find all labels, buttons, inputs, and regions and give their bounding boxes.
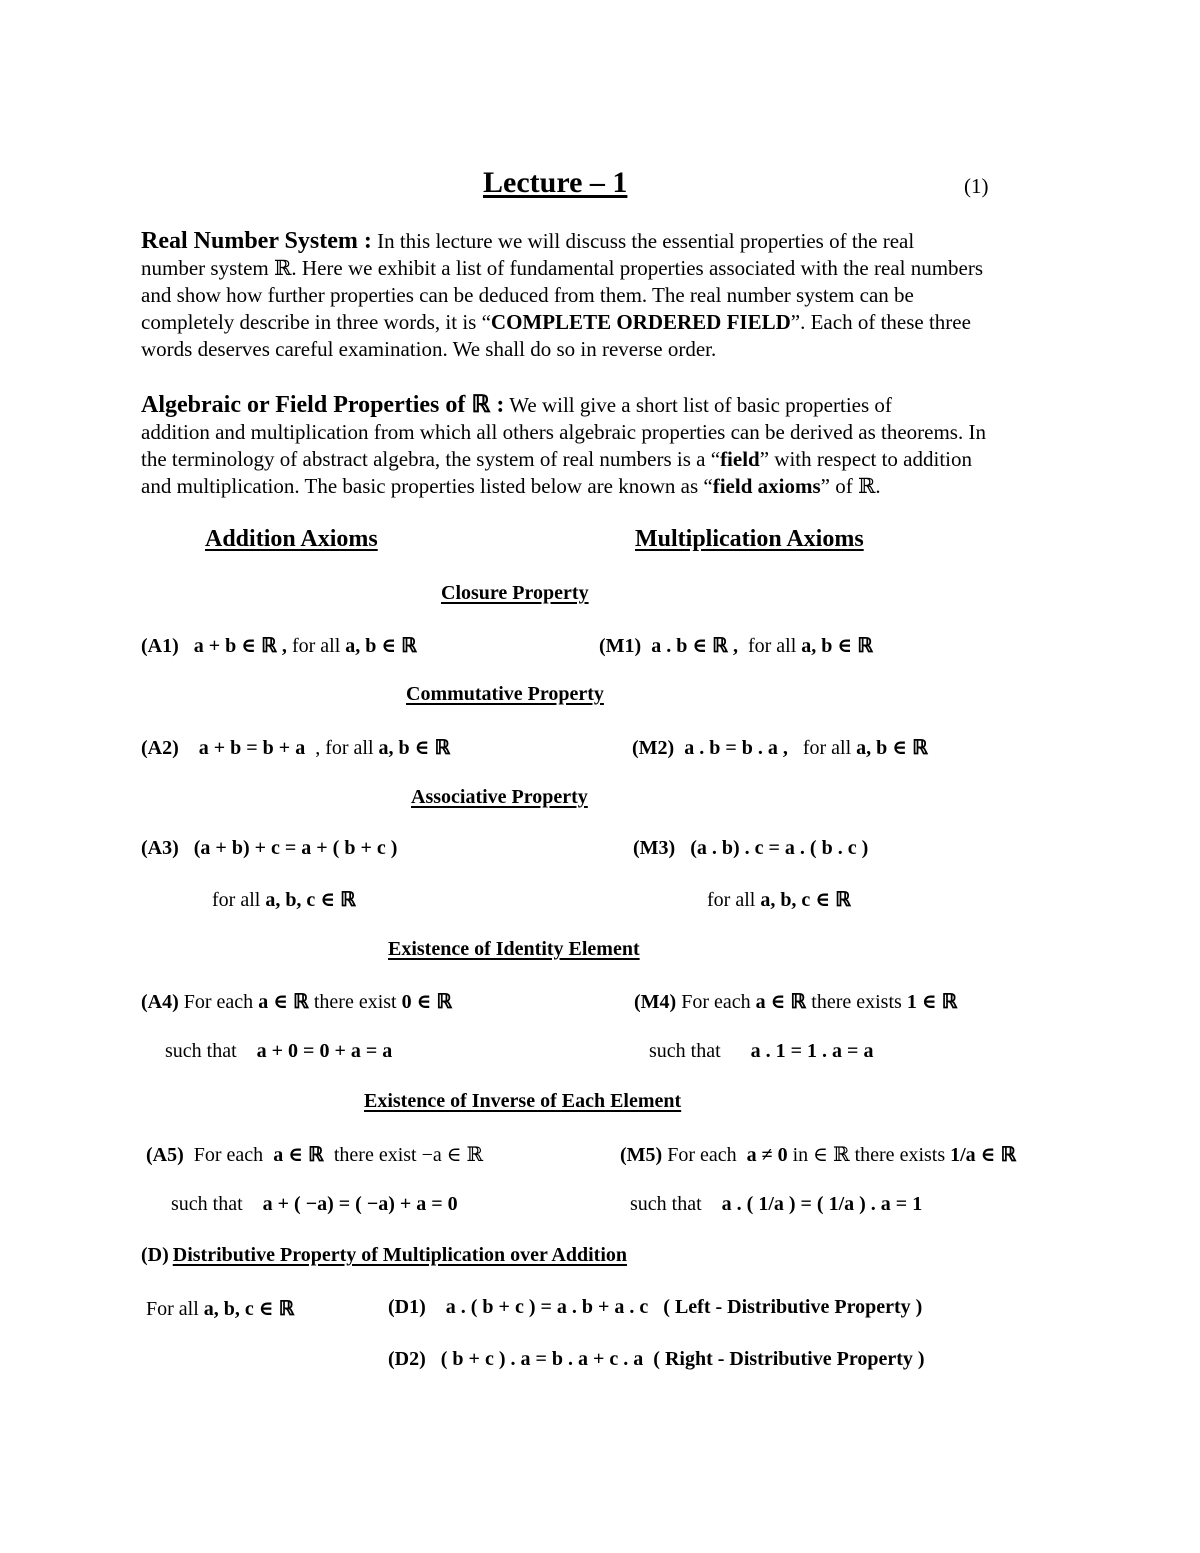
d-vars: a, b, c ∈ ℝ: [203, 1298, 295, 1320]
a4-such: such that: [165, 1040, 237, 1062]
intro-line-5: words deserves careful examination. We shall do so in reverse order.: [141, 337, 717, 361]
a4-b1: a ∈ ℝ: [258, 991, 309, 1013]
distributive-title: Distributive Property of Multiplication over Addition: [172, 1244, 628, 1266]
m3-for: for all: [707, 889, 756, 911]
a3-for: for all: [212, 889, 261, 911]
a3-expr: (a + b) + c = a + ( b + c ): [193, 837, 398, 859]
axiom-a2: [141, 735, 450, 760]
m5-such: such that: [630, 1193, 702, 1215]
m1-expr: a . b ∈ ℝ ,: [651, 635, 738, 657]
closure-title: Closure Property: [441, 582, 589, 604]
a2-label: (A2): [141, 737, 179, 759]
inverse-title: Existence of Inverse of Each Element: [364, 1090, 682, 1112]
m2-for: for all: [802, 737, 852, 759]
axiom-a4: [141, 989, 452, 1014]
m4-b1: a ∈ ℝ: [755, 991, 807, 1013]
intro-line-4: completely describe in three words, it is “: [141, 310, 491, 334]
intro-line-1: In this lecture we will discuss the essential properties of the real: [377, 229, 915, 253]
m3-expr: (a . b) . c = a . ( b . c ): [690, 837, 869, 859]
a3-vars: a, b, c ∈ ℝ: [265, 889, 356, 911]
m4-text2: there exists: [811, 991, 902, 1013]
axiom-d1: [388, 1296, 922, 1319]
a4-text2: there exist: [313, 991, 397, 1013]
distributive-heading: [141, 1244, 627, 1267]
d2-expr: ( b + c ) . a = b . a + c . a: [440, 1348, 644, 1370]
addition-axioms-heading: Addition Axioms: [205, 526, 378, 552]
m4-label: (M4): [634, 991, 677, 1013]
a5-text1: For each: [193, 1144, 264, 1166]
axiom-a3-forall: [212, 887, 356, 912]
axiom-m3-forall: [707, 887, 851, 912]
a5-text2: there exist −a ∈ ℝ: [333, 1144, 484, 1166]
field-word: field: [720, 447, 760, 471]
axiom-a5: [146, 1142, 483, 1167]
axiom-m5: [620, 1142, 1016, 1167]
axiom-a3: [141, 837, 397, 860]
field-heading: Algebraic or Field Properties of ℝ :: [141, 392, 505, 418]
m5-text1: For each: [667, 1144, 737, 1166]
field-axioms-word: field axioms: [712, 474, 821, 498]
m5-label: (M5): [620, 1144, 663, 1166]
d2-label: (D2): [388, 1348, 426, 1370]
m1-vars: a, b ∈ ℝ: [801, 635, 874, 657]
field-line-3a: the terminology of abstract algebra, the system of real numbers is a “: [141, 447, 721, 471]
a1-label: (A1): [141, 635, 179, 657]
m2-vars: a, b ∈ ℝ: [856, 737, 928, 759]
d-for: For all: [146, 1298, 199, 1320]
axiom-a5-such: [171, 1193, 458, 1216]
m3-vars: a, b, c ∈ ℝ: [760, 889, 851, 911]
field-line-1: We will give a short list of basic properties of: [509, 393, 892, 417]
field-line-3c: ” with respect to addition: [759, 447, 973, 471]
d1-note: ( Left - Distributive Property ): [663, 1296, 923, 1318]
m1-for: for all: [747, 635, 797, 657]
m5-b2: 1/a ∈ ℝ: [950, 1144, 1017, 1166]
axiom-m1: [599, 633, 873, 658]
intro-emphasis: COMPLETE ORDERED FIELD: [490, 310, 791, 334]
axiom-m4: [634, 989, 957, 1014]
intro-line-3: and show how further properties can be deduced from them. The real number system can be: [141, 283, 914, 307]
intro-line-4-end: ”. Each of these three: [790, 310, 971, 334]
a4-eq: a + 0 = 0 + a = a: [256, 1040, 393, 1062]
d2-note: ( Right - Distributive Property ): [653, 1348, 925, 1370]
axiom-m4-such: [649, 1040, 873, 1063]
d1-label: (D1): [388, 1296, 426, 1318]
m5-b1: a ≠ 0: [746, 1144, 788, 1166]
a4-text1: For each: [183, 991, 254, 1013]
commutative-title: Commutative Property: [406, 683, 604, 705]
a5-b1: a ∈ ℝ: [273, 1144, 324, 1166]
a5-eq: a + ( −a) = ( −a) + a = 0: [262, 1193, 458, 1215]
axiom-a4-such: [165, 1040, 392, 1063]
d1-expr: a . ( b + c ) = a . b + a . c: [445, 1296, 649, 1318]
page-number: (1): [964, 174, 989, 198]
field-paragraph: [141, 392, 1091, 500]
m1-label: (M1): [599, 635, 642, 657]
a4-b2: 0 ∈ ℝ: [401, 991, 453, 1013]
m4-b2: 1 ∈ ℝ: [906, 991, 958, 1013]
m4-text1: For each: [681, 991, 751, 1013]
intro-paragraph: [141, 228, 1091, 363]
axiom-d2: [388, 1348, 925, 1371]
axiom-a1: [141, 633, 417, 658]
distributive-forall: [146, 1296, 294, 1321]
field-line-4c: ” of ℝ.: [820, 474, 881, 498]
axiom-m2: [632, 735, 928, 760]
distributive-label: (D): [141, 1244, 169, 1266]
a3-label: (A3): [141, 837, 179, 859]
page-title: Lecture – 1: [483, 166, 628, 199]
a1-expr: a + b ∈ ℝ ,: [193, 635, 287, 657]
m5-text2: in ∈ ℝ there exists: [792, 1144, 946, 1166]
intro-line-2: number system ℝ. Here we exhibit a list of fundamental properties associated with the real numbers: [141, 256, 984, 280]
a4-label: (A4): [141, 991, 179, 1013]
a2-expr: a + b = b + a: [198, 737, 306, 759]
a2-for: , for all: [315, 737, 374, 759]
a1-for: for all: [291, 635, 341, 657]
a2-vars: a, b ∈ ℝ: [378, 737, 451, 759]
identity-title: Existence of Identity Element: [388, 938, 640, 960]
associative-title: Associative Property: [411, 786, 588, 808]
field-line-4a: and multiplication. The basic properties listed below are known as “: [141, 474, 713, 498]
m2-expr: a . b = b . a ,: [684, 737, 788, 759]
axiom-m5-such: [630, 1193, 922, 1216]
m4-such: such that: [649, 1040, 721, 1062]
m2-label: (M2): [632, 737, 675, 759]
a1-vars: a, b ∈ ℝ: [345, 635, 418, 657]
m4-eq: a . 1 = 1 . a = a: [750, 1040, 874, 1062]
intro-heading: Real Number System :: [141, 228, 372, 254]
multiplication-axioms-heading: Multiplication Axioms: [635, 526, 864, 552]
field-line-2: addition and multiplication from which all others algebraic properties can be derived as theorems. In: [141, 420, 986, 444]
a5-such: such that: [171, 1193, 243, 1215]
m5-eq: a . ( 1/a ) = ( 1/a ) . a = 1: [721, 1193, 923, 1215]
m3-label: (M3): [633, 837, 676, 859]
a5-label: (A5): [146, 1144, 184, 1166]
axiom-m3: [633, 837, 868, 860]
